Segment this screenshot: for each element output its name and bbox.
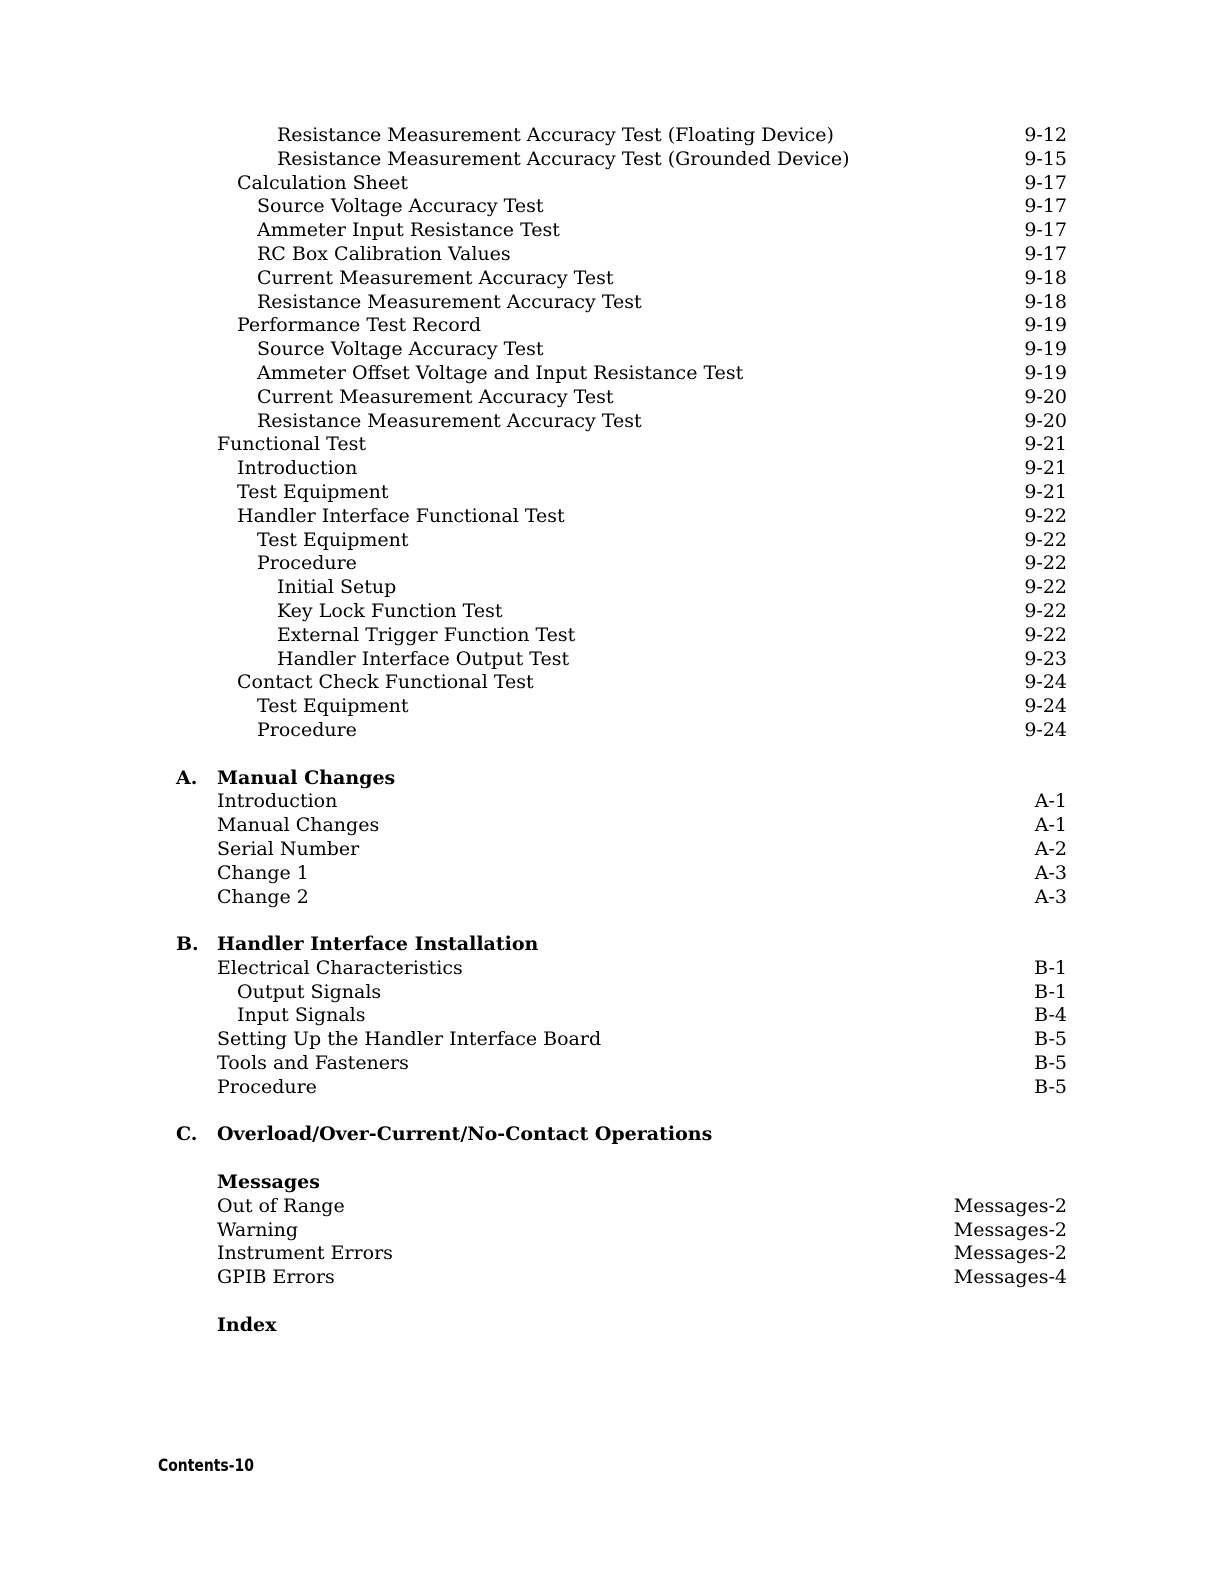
toc-entry[interactable] [0,433,1225,457]
chapter-title: Index [217,1313,277,1336]
chapter-a-heading[interactable] [0,767,1225,791]
toc-entry-title: Initial Setup [277,576,400,600]
toc-entry[interactable] [0,838,1225,862]
chapter-title: Manual Changes [217,766,396,789]
toc-entry[interactable] [0,267,1225,291]
toc-entry-page: B-1 [1030,957,1067,981]
toc-entry[interactable] [0,172,1225,196]
toc-entry-page: 9-17 [1020,172,1067,196]
toc-entry-page: A-1 [1031,814,1067,838]
toc-entry[interactable] [0,1266,1225,1290]
toc-entry[interactable] [0,505,1225,529]
toc-entry-title: Performance Test Record [237,314,485,338]
toc-entry-title: Current Measurement Accuracy Test [257,267,618,291]
toc-entry-page: 9-18 [1020,267,1067,291]
toc-entry-title: Key Lock Function Test [277,600,507,624]
toc-entry[interactable] [0,362,1225,386]
toc-entry-page: 9-18 [1020,291,1067,315]
toc-entry[interactable] [0,1219,1225,1243]
toc-entry-title: Test Equipment [257,529,413,553]
chapter-letter: C. [176,1123,198,1146]
toc-entry-title: Introduction [217,790,341,814]
toc-entry[interactable] [0,1242,1225,1266]
toc-entry-title: Test Equipment [237,481,393,505]
toc-entry-title: Functional Test [217,433,370,457]
toc-entry-title: Ammeter Offset Voltage and Input Resistance Test [257,362,747,386]
toc-entry-page: 9-22 [1020,600,1067,624]
toc-entry-title: Handler Interface Functional Test [237,505,569,529]
toc-entry[interactable] [0,1195,1225,1219]
section-messages-entries [0,1195,1225,1290]
toc-entry-title: Contact Check Functional Test [237,671,538,695]
toc-entry[interactable] [0,338,1225,362]
toc-entry-page: Messages-2 [950,1219,1067,1243]
toc-entry-page: 9-22 [1020,552,1067,576]
toc-entry-title: Current Measurement Accuracy Test [257,386,618,410]
toc-entry-title: Test Equipment [257,695,413,719]
toc-entry-title: Setting Up the Handler Interface Board [217,1028,605,1052]
toc-entry-title: Electrical Characteristics [217,957,467,981]
toc-entry-title: Input Signals [237,1004,369,1028]
toc-entry-page: A-3 [1031,886,1067,910]
toc-entry-title: Procedure [217,1076,321,1100]
toc-entry-title: Resistance Measurement Accuracy Test (Floating Device) [277,124,838,148]
chapter-c-heading[interactable] [0,1123,1225,1147]
toc-entry-title: Procedure [257,719,361,743]
toc-entry-page: 9-15 [1020,148,1067,172]
toc-entry-page: B-4 [1030,1004,1067,1028]
toc-entry-title: Resistance Measurement Accuracy Test (Grounded Device) [277,148,853,172]
toc-entry-page: 9-24 [1020,719,1067,743]
toc-entry[interactable] [0,314,1225,338]
toc-entry-title: Ammeter Input Resistance Test [257,219,564,243]
toc-entry[interactable] [0,481,1225,505]
chapter-title: Messages [217,1171,320,1194]
toc-entry-page: B-5 [1030,1028,1067,1052]
toc-entry[interactable] [0,195,1225,219]
toc-entry-title: Handler Interface Output Test [277,648,573,672]
toc-entry-page: 9-17 [1020,243,1067,267]
toc-entry-page: 9-24 [1020,695,1067,719]
toc-entry-page: 9-17 [1020,195,1067,219]
toc-entry-title: Manual Changes [217,814,383,838]
toc-entry[interactable] [0,624,1225,648]
toc-entry[interactable] [0,886,1225,910]
toc-entry-title: Out of Range [217,1195,349,1219]
toc-entry-title: Resistance Measurement Accuracy Test [257,291,646,315]
toc-entry[interactable] [0,600,1225,624]
toc-entry-title: Introduction [237,457,361,481]
toc-entry-page: 9-19 [1020,314,1067,338]
toc-entry[interactable] [0,648,1225,672]
chapter-letter: B. [176,933,199,956]
toc-entry-page: A-1 [1031,790,1067,814]
table-of-contents [0,124,1225,1338]
toc-entry[interactable] [0,695,1225,719]
toc-entry[interactable] [0,1076,1225,1100]
toc-entry[interactable] [0,1004,1225,1028]
section-appendix-b-entries [0,957,1225,1100]
toc-entry[interactable] [0,219,1225,243]
toc-entry-page: 9-17 [1020,219,1067,243]
toc-entry-page: 9-22 [1020,576,1067,600]
toc-entry-page: 9-22 [1020,505,1067,529]
toc-entry[interactable] [0,529,1225,553]
chapter-letter: A. [176,766,198,789]
toc-entry[interactable] [0,1052,1225,1076]
toc-entry[interactable] [0,981,1225,1005]
index-heading[interactable] [0,1314,1225,1338]
toc-entry[interactable] [0,291,1225,315]
toc-entry-page: A-2 [1031,838,1067,862]
toc-entry-title: Instrument Errors [217,1242,397,1266]
toc-entry-page: 9-20 [1020,410,1067,434]
toc-entry-page: 9-21 [1020,433,1067,457]
toc-entry-title: Serial Number [217,838,363,862]
toc-entry-title: Resistance Measurement Accuracy Test [257,410,646,434]
toc-entry[interactable] [0,243,1225,267]
toc-entry-title: Calculation Sheet [237,172,412,196]
toc-entry-title: GPIB Errors [217,1266,339,1290]
toc-entry-title: Procedure [257,552,361,576]
toc-entry-title: Source Voltage Accuracy Test [257,338,548,362]
toc-entry-page: 9-20 [1020,386,1067,410]
toc-entry-title: Change 1 [217,862,313,886]
toc-entry-page: 9-23 [1020,648,1067,672]
chapter-title: Overload/Over-Current/No-Contact Operations [217,1123,713,1146]
toc-entry-title: Tools and Fasteners [217,1052,413,1076]
chapter-b-heading[interactable] [0,933,1225,957]
toc-entry-page: B-1 [1030,981,1067,1005]
toc-entry-title: Source Voltage Accuracy Test [257,195,548,219]
toc-entry[interactable] [0,862,1225,886]
toc-entry-page: 9-12 [1020,124,1067,148]
section-appendix-a-entries [0,790,1225,909]
toc-entry-page: Messages-2 [950,1242,1067,1266]
toc-entry-page: 9-21 [1020,481,1067,505]
toc-entry-title: Output Signals [237,981,385,1005]
toc-entry[interactable] [0,386,1225,410]
toc-entry-title: RC Box Calibration Values [257,243,515,267]
toc-entry[interactable] [0,457,1225,481]
toc-entry[interactable] [0,814,1225,838]
section-chapter-9-entries [0,124,1225,743]
toc-entry-page: A-3 [1031,862,1067,886]
toc-entry-page: 9-24 [1020,671,1067,695]
toc-entry-page: 9-22 [1020,624,1067,648]
toc-entry[interactable] [0,719,1225,743]
toc-entry-page: 9-21 [1020,457,1067,481]
toc-entry[interactable] [0,552,1225,576]
toc-entry[interactable] [0,124,1225,148]
messages-heading[interactable] [0,1171,1225,1195]
toc-entry[interactable] [0,1028,1225,1052]
toc-entry-page: Messages-4 [950,1266,1067,1290]
toc-entry[interactable] [0,790,1225,814]
toc-entry[interactable] [0,148,1225,172]
toc-entry-page: 9-19 [1020,362,1067,386]
toc-entry-title: Change 2 [217,886,313,910]
toc-entry-page: B-5 [1030,1052,1067,1076]
toc-entry-title: Warning [217,1219,302,1243]
toc-entry[interactable] [0,576,1225,600]
toc-entry-page: B-5 [1030,1076,1067,1100]
toc-entry[interactable] [0,410,1225,434]
toc-entry-title: External Trigger Function Test [277,624,579,648]
toc-entry-page: 9-19 [1020,338,1067,362]
page-footer-label: Contents-10 [158,1456,254,1476]
toc-entry[interactable] [0,671,1225,695]
toc-entry-page: 9-22 [1020,529,1067,553]
toc-entry[interactable] [0,957,1225,981]
toc-entry-page: Messages-2 [950,1195,1067,1219]
chapter-title: Handler Interface Installation [217,933,539,956]
